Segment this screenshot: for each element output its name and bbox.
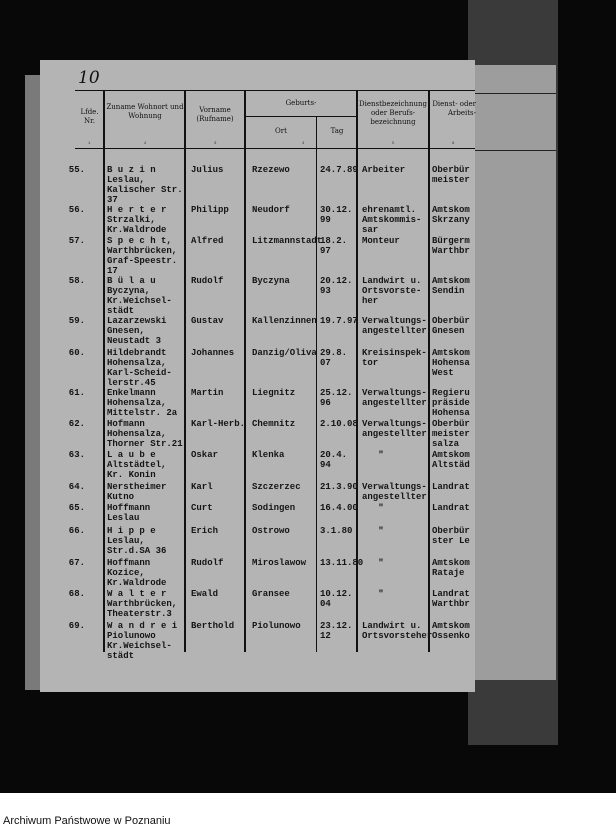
row-name: L a u b e Altstädtel, Kr. Konin [107, 450, 167, 480]
row-tag: 16.4.00 [320, 503, 358, 513]
footer-bar [0, 793, 616, 840]
row-nr: 68. [68, 589, 85, 599]
archive-name: Archiwum Państwowe w Poznaniu [3, 815, 171, 827]
row-ort: Chemnitz [252, 419, 296, 429]
row-name: S p e c h t, Warthbrücken, Graf-Speestr. 17 [107, 236, 178, 276]
row-tag: 13.11.80 [320, 558, 364, 568]
row-nr: 63. [68, 450, 85, 460]
row-ort: Gransee [252, 589, 290, 599]
header-zuname: Zuname Wohnort und Wohnung [106, 103, 184, 120]
row-nr: 58. [68, 276, 85, 286]
row-ort: Byczyna [252, 276, 290, 286]
row-tag: 29.8. 07 [320, 348, 348, 368]
row-tag: 24.7.89 [320, 165, 358, 175]
row-tag: 3.1.80 [320, 526, 353, 536]
row-dienst: Oberbür meister salza [432, 419, 470, 449]
row-name: Lazarzewski Gnesen, Neustadt 3 [107, 316, 167, 346]
row-ort: Danzig/Oliva [252, 348, 317, 358]
row-vorname: Gustav [191, 316, 224, 326]
row-dienst: Regieru präside Hohensa [432, 388, 470, 418]
row-dienst: Bürgerm Warthbr [432, 236, 470, 256]
row-beruf: Arbeiter [362, 165, 406, 175]
row-dienst: Landrat Warthbr [432, 589, 470, 609]
row-vorname: Rudolf [191, 558, 224, 568]
row-vorname: Johannes [191, 348, 235, 358]
row-beruf: Verwaltungs- angestellter [362, 316, 427, 336]
row-nr: 56. [68, 205, 85, 215]
row-name: Hoffmann Kozice, Kr.Waldrode [107, 558, 167, 588]
row-tag: 20.12. 93 [320, 276, 353, 296]
row-vorname: Curt [191, 503, 213, 513]
row-nr: 55. [68, 165, 85, 175]
row-dienst: Amtskom Sendin [432, 276, 470, 296]
row-vorname: Karl-Herb. [191, 419, 246, 429]
row-name: Nerstheimer Kutno [107, 482, 167, 502]
row-ort: Rzezewo [252, 165, 290, 175]
row-beruf: " [362, 450, 384, 460]
row-nr: 69. [68, 621, 85, 631]
row-beruf: " [362, 589, 384, 599]
row-name: Hildebrandt Hohensalza, Karl-Scheid- lerstr.45 [107, 348, 172, 388]
column-number: 5 [392, 142, 395, 146]
row-beruf: " [362, 558, 384, 568]
row-vorname: Martin [191, 388, 224, 398]
row-ort: Kallenzinnen [252, 316, 317, 326]
column-number: 3 [214, 142, 217, 146]
row-nr: 61. [68, 388, 85, 398]
row-ort: Miroslawow [252, 558, 307, 568]
row-tag: 25.12. 96 [320, 388, 353, 408]
row-nr: 60. [68, 348, 85, 358]
header-vorname: Vorname (Rufname) [196, 106, 234, 123]
row-dienst: Amtskom Rataje [432, 558, 470, 578]
row-beruf: " [362, 526, 384, 536]
row-beruf: Verwaltungs- angestellter [362, 388, 427, 408]
row-beruf: " [362, 503, 384, 513]
row-nr: 64. [68, 482, 85, 492]
column-number: 4 [302, 142, 305, 146]
row-beruf: Kreisinspek- tor [362, 348, 427, 368]
row-tag: 20.4. 94 [320, 450, 348, 470]
row-name: H e r t e r Strzalki, Kr.Waldrode [107, 205, 167, 235]
column-number: 2 [144, 142, 147, 146]
row-dienst: Oberbür ster Le [432, 526, 470, 546]
row-name: Enkelmann Hohensalza, Mittelstr. 2a [107, 388, 178, 418]
row-vorname: Philipp [191, 205, 229, 215]
row-nr: 66. [68, 526, 85, 536]
row-ort: Klenka [252, 450, 285, 460]
row-beruf: Monteur [362, 236, 400, 246]
row-tag: 10.12. 04 [320, 589, 353, 609]
row-vorname: Julius [191, 165, 224, 175]
row-ort: Neudorf [252, 205, 290, 215]
row-ort: Szczerzec [252, 482, 301, 492]
row-vorname: Berthold [191, 621, 235, 631]
row-beruf: Landwirt u. Ortsvorste- her [362, 276, 422, 306]
row-dienst: Oberbür meister [432, 165, 470, 185]
row-ort: Sodingen [252, 503, 296, 513]
row-beruf: Landwirt u. Ortsvorsteher [362, 621, 433, 641]
row-ort: Liegnitz [252, 388, 296, 398]
page-number: 10 [78, 68, 100, 88]
row-beruf: ehrenamtl. Amtskommis- sar [362, 205, 422, 235]
row-vorname: Ewald [191, 589, 219, 599]
row-dienst: Amtskom Skrzany [432, 205, 470, 225]
row-tag: 18.2. 97 [320, 236, 348, 256]
row-name: W a n d r e i Piolunowo Kr.Weichsel- städt [107, 621, 178, 661]
row-name: W a l t e r Warthbrücken, Theaterstr.3 [107, 589, 178, 619]
row-tag: 2.10.08 [320, 419, 358, 429]
row-dienst: Amtskom Ossenko [432, 621, 470, 641]
row-dienst: Amtskom Altstäd [432, 450, 470, 470]
header-dienstbezeichnung: Dienstbezeichnung oder Berufs-bezeichnung [358, 100, 428, 126]
row-vorname: Oskar [191, 450, 219, 460]
row-name: Hofmann Hohensalza, Thorner Str.21 [107, 419, 183, 449]
row-ort: Piolunowo [252, 621, 301, 631]
row-beruf: Verwaltungs- angestellter [362, 482, 427, 502]
row-nr: 62. [68, 419, 85, 429]
row-tag: 19.7.97 [320, 316, 358, 326]
row-dienst: Amtskom Hohensa West [432, 348, 470, 378]
row-vorname: Alfred [191, 236, 224, 246]
row-vorname: Karl [191, 482, 213, 492]
row-tag: 23.12. 12 [320, 621, 353, 641]
row-vorname: Erich [191, 526, 219, 536]
header-nr: Lfde. Nr. [80, 108, 99, 125]
row-name: B ü l a u Byczyna, Kr.Weichsel- städt [107, 276, 172, 316]
column-number: 1 [88, 142, 91, 146]
row-nr: 59. [68, 316, 85, 326]
row-tag: 30.12. 99 [320, 205, 353, 225]
row-ort: Ostrowo [252, 526, 290, 536]
row-dienst: Landrat [432, 482, 470, 492]
column-number: 6 [452, 142, 455, 146]
row-dienst: Landrat [432, 503, 470, 513]
row-nr: 57. [68, 236, 85, 246]
row-tag: 21.3.90 [320, 482, 358, 492]
row-name: H i p p e Leslau, Str.d.SA 36 [107, 526, 167, 556]
header-tag: Tag [330, 127, 344, 135]
row-name: Hoffmann Leslau [107, 503, 151, 523]
row-nr: 67. [68, 558, 85, 568]
header-dienst: Dienst- oder Arbeits- [432, 100, 476, 117]
row-vorname: Rudolf [191, 276, 224, 286]
row-nr: 65. [68, 503, 85, 513]
header-geburts: Geburts- [285, 99, 317, 107]
adjacent-page [472, 65, 556, 680]
header-ort: Ort [275, 127, 287, 135]
row-dienst: Oberbür Gnesen [432, 316, 470, 336]
row-ort: Litzmannstadt [252, 236, 323, 246]
row-name: B u z i n Leslau, Kalischer Str. 37 [107, 165, 183, 205]
printer-imprint: ····· [486, 683, 499, 687]
row-beruf: Verwaltungs- angestellter [362, 419, 427, 439]
